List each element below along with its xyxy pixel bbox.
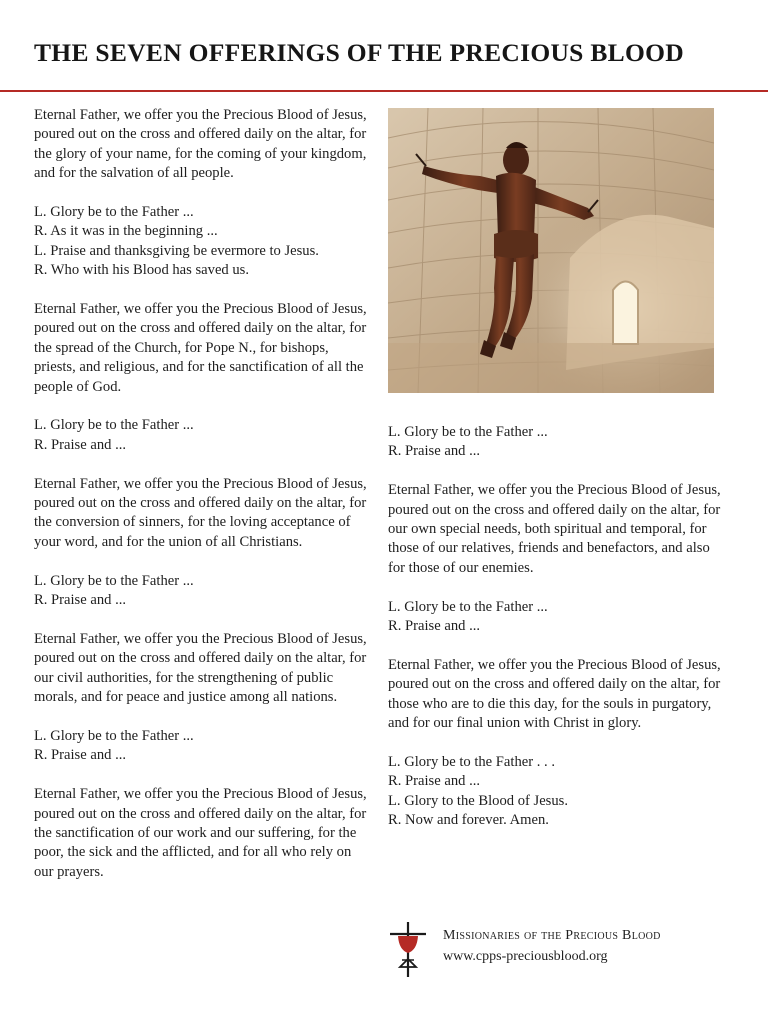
response-4 bbox=[34, 727, 370, 766]
versicle-line: R. Praise and ... bbox=[34, 747, 127, 764]
versicle-line: L. Glory be to the Father ... bbox=[34, 204, 194, 221]
left-column bbox=[34, 106, 370, 902]
offering-prayer-4: Eternal Father, we offer you the Precious Blood of Jesus, poured out on the cross and offered daily on the altar, for our civil authorities, for the strengthening of public morals, and for peace and justice among all nations. bbox=[34, 630, 367, 706]
website-url[interactable]: www.cpps-preciousblood.org bbox=[443, 949, 608, 964]
response-6 bbox=[388, 598, 728, 637]
versicle-line: L. Glory be to the Father . . . bbox=[388, 753, 555, 770]
versicle-line: L. Glory be to the Father ... bbox=[34, 417, 194, 434]
versicle-line: L. Glory be to the Father ... bbox=[34, 727, 194, 744]
versicle-line: R. Praise and ... bbox=[388, 618, 481, 635]
versicle-line: R. Now and forever. Amen. bbox=[388, 812, 549, 829]
offering-prayer-6: Eternal Father, we offer you the Precious Blood of Jesus, poured out on the cross and offered daily on the altar, for our own special needs, both spiritual and temporal, for those of our relatives, friends and benefactors, and also for those of our enemies. bbox=[388, 482, 721, 576]
versicle-line: R. Praise and ... bbox=[34, 436, 127, 453]
chalice-cross-logo-icon bbox=[388, 920, 428, 978]
versicle-line: L. Glory to the Blood of Jesus. bbox=[388, 792, 568, 809]
response-3 bbox=[34, 572, 370, 611]
crucifix-photo bbox=[388, 108, 714, 393]
versicle-line: R. Who with his Blood has saved us. bbox=[34, 262, 249, 279]
versicles-1 bbox=[34, 203, 370, 281]
versicle-line: L. Glory be to the Father ... bbox=[388, 598, 548, 615]
versicle-line: R. Praise and ... bbox=[388, 773, 481, 790]
footer bbox=[388, 920, 728, 980]
versicle-line: L. Glory be to the Father ... bbox=[388, 424, 548, 440]
response-5 bbox=[388, 423, 728, 462]
offering-prayer-5: Eternal Father, we offer you the Precious Blood of Jesus, poured out on the cross and offered daily on the altar, for the sanctification of our work and our suffering, for the poor, the sick and the afflicted, and for all who rely on our prayers. bbox=[34, 786, 367, 880]
offering-prayer-2: Eternal Father, we offer you the Precious Blood of Jesus, poured out on the cross and offered daily on the altar, for the spread of the Church, for Pope N., for bishops, priests, and religious, and for the sanctification of all the people of God. bbox=[34, 301, 367, 395]
organization-name: Missionaries of the Precious Blood bbox=[443, 928, 661, 943]
offering-prayer-3: Eternal Father, we offer you the Precious Blood of Jesus, poured out on the cross and offered daily on the altar, for the conversion of sinners, for the loving acceptance of your word, and for the union of all Christians. bbox=[34, 475, 367, 550]
response-2 bbox=[34, 416, 370, 455]
right-column bbox=[388, 423, 728, 850]
offering-prayer-1: Eternal Father, we offer you the Precious Blood of Jesus, poured out on the cross and offered daily on the altar, for the glory of your name, for the coming of your kingdom, and for the salvation of all people. bbox=[34, 107, 367, 182]
versicle-line: R. Praise and ... bbox=[388, 443, 481, 460]
closing-versicles bbox=[388, 753, 728, 831]
page-title: THE SEVEN OFFERINGS OF THE PRECIOUS BLOOD bbox=[34, 38, 684, 67]
versicle-line: R. Praise and ... bbox=[34, 592, 127, 609]
title-divider bbox=[0, 90, 768, 92]
versicle-line: L. Glory be to the Father ... bbox=[34, 572, 194, 589]
versicle-line: L. Praise and thanksgiving be evermore to Jesus. bbox=[34, 242, 319, 259]
offering-prayer-7: Eternal Father, we offer you the Precious Blood of Jesus, poured out on the cross and offered daily on the altar, for those who are to die this day, for the souls in purgatory, and for our final union with Christ in glory. bbox=[388, 656, 721, 732]
versicle-line: R. As it was in the beginning ... bbox=[34, 223, 218, 240]
